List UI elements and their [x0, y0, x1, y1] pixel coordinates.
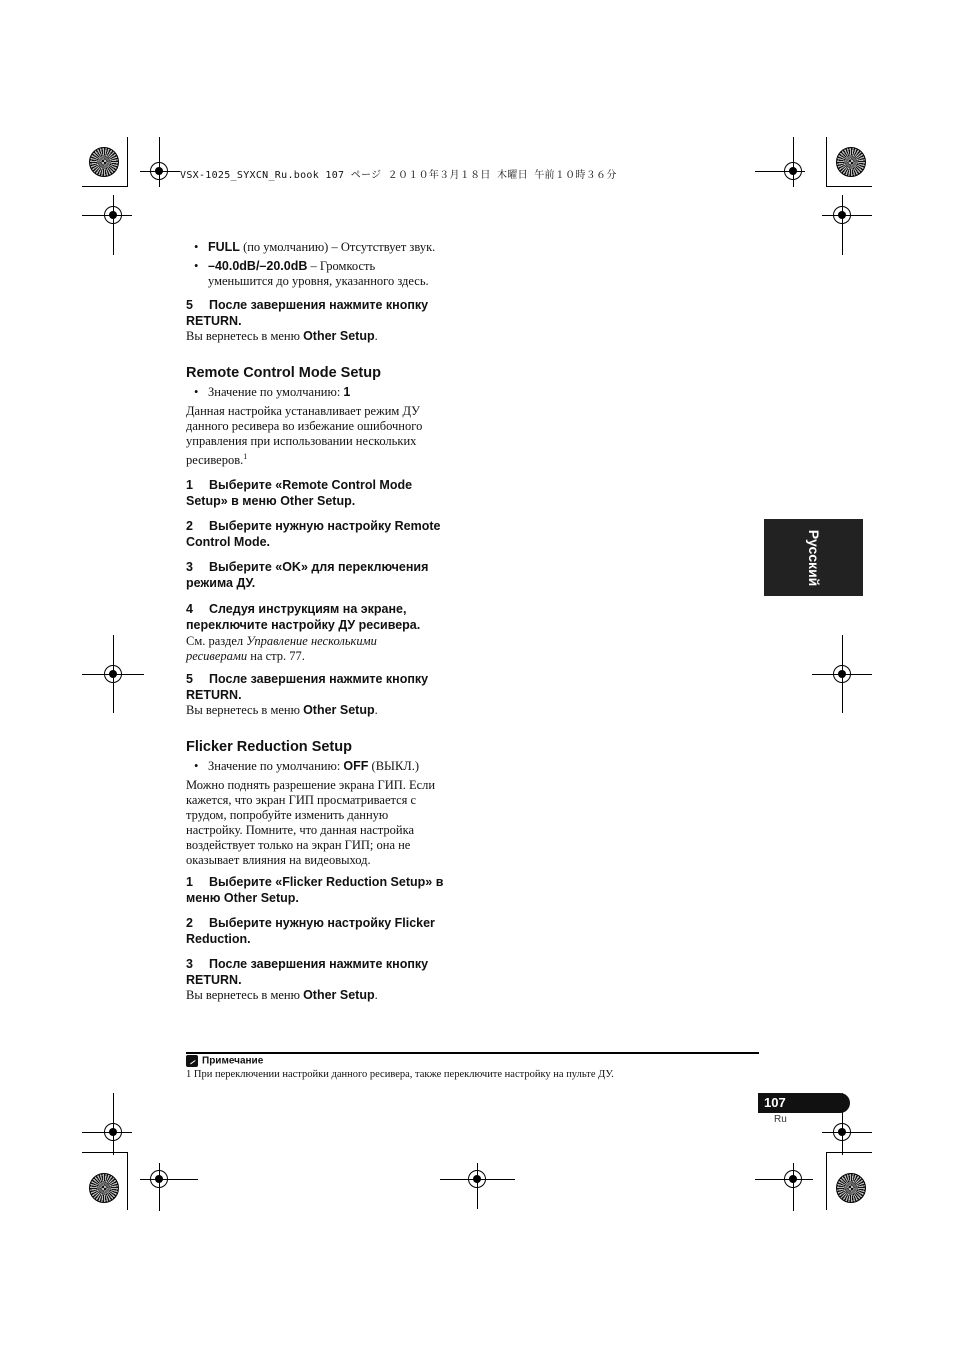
return-note-end: .	[374, 988, 378, 1002]
step-text: После завершения нажмите кнопку	[209, 298, 429, 312]
return-note	[186, 703, 461, 718]
step-text-cont: Setup» в меню Other Setup.	[186, 494, 356, 508]
step-text: После завершения нажмите кнопку	[209, 672, 429, 686]
crop-mark	[826, 186, 872, 187]
step-number: 2	[186, 519, 193, 533]
step-text-cont: RETURN.	[186, 688, 242, 702]
option-description-cont: уменьшится до уровня, указанного здесь.	[208, 274, 429, 288]
crop-mark	[826, 1152, 827, 1210]
step-text: Следуя инструкциям на экране,	[209, 602, 407, 616]
option-description: (по умолчанию) – Отсутствует звук.	[239, 240, 436, 254]
option-name: FULL	[208, 240, 240, 254]
crop-mark	[113, 1093, 114, 1155]
crop-mark	[826, 137, 827, 187]
footnote-marker: 1	[243, 452, 248, 461]
page-language-code: Ru	[774, 1114, 787, 1125]
note-heading	[186, 1055, 263, 1067]
step-number: 4	[186, 602, 193, 616]
page-number: 107	[764, 1095, 786, 1110]
menu-name: Other Setup	[303, 988, 375, 1002]
default-value-note: (ВЫКЛ.)	[368, 759, 420, 773]
language-tab-label: Русский	[805, 529, 822, 586]
step-return	[186, 297, 461, 329]
return-note-end: .	[374, 329, 378, 343]
default-value-flicker: • Значение по умолчанию: OFF (ВЫКЛ.)	[194, 759, 420, 773]
crop-mark	[440, 1179, 515, 1180]
footnote-text: 1 При переключении настройки данного ресивера, также переключите настройку на пульте ДУ.	[186, 1069, 614, 1080]
step-text-cont: переключите настройку ДУ ресивера.	[186, 618, 421, 632]
registration-rosette-icon	[836, 1173, 866, 1203]
default-value-remote: • Значение по умолчанию: 1	[194, 385, 351, 399]
crop-mark	[82, 1152, 128, 1153]
page-reference	[186, 634, 461, 664]
step-text: После завершения нажмите кнопку	[209, 957, 429, 971]
crop-mark	[822, 215, 872, 216]
return-note	[186, 329, 461, 344]
crop-mark	[82, 186, 128, 187]
crop-mark	[159, 1163, 160, 1211]
step-number: 3	[186, 560, 193, 574]
remote-step-4	[186, 601, 461, 633]
step-text: Выберите «Remote Control Mode	[209, 478, 413, 492]
crop-mark	[793, 1163, 794, 1211]
flicker-step-2	[186, 915, 461, 947]
default-value: 1	[343, 385, 351, 399]
return-note-text: Вы вернетесь в меню	[186, 988, 304, 1002]
description-line: воздействует только на экран ГИП; она не	[186, 838, 411, 852]
print-header: VSX-1025_SYXCN_Ru.book 107 ページ ２０１０年３月１８日 木曜日 午前１０時３６分	[180, 170, 617, 181]
step-text-cont: Reduction.	[186, 932, 251, 946]
reference-page: на стр. 77.	[247, 649, 305, 663]
crop-mark	[159, 137, 160, 187]
description-line: Можно поднять разрешение экрана ГИП. Если	[186, 778, 436, 792]
flicker-step-3	[186, 956, 461, 988]
description-remote	[186, 404, 461, 468]
bullet-db-levels: • –40.0dB/–20.0dB – Громкость уменьшится до уровня, указанного здесь.	[186, 259, 461, 289]
step-text-cont: Control Mode.	[186, 535, 271, 549]
return-note-text: Вы вернетесь в меню	[186, 703, 304, 717]
section-title-flicker: Flicker Reduction Setup	[186, 739, 352, 755]
return-note-text: Вы вернетесь в меню	[186, 329, 304, 343]
menu-name: Other Setup	[303, 329, 375, 343]
option-description: – Громкость	[307, 259, 376, 273]
description-line: трудом, попробуйте изменить данную	[186, 808, 389, 822]
crop-mark	[82, 1132, 132, 1133]
menu-name: Other Setup	[303, 703, 375, 717]
default-label: Значение по умолчанию:	[208, 385, 344, 399]
crop-mark	[793, 137, 794, 187]
registration-rosette-icon	[836, 147, 866, 177]
section-title-remote: Remote Control Mode Setup	[186, 365, 381, 381]
crop-mark	[826, 1152, 872, 1153]
description-line: данного ресивера во избежание ошибочного	[186, 419, 423, 433]
step-text: Выберите «OK» для переключения	[209, 560, 429, 574]
description-line: кажется, что экран ГИП просматривается с	[186, 793, 417, 807]
step-text: Выберите нужную настройку Remote	[209, 519, 441, 533]
footnote-divider	[186, 1052, 759, 1054]
crop-mark	[822, 1132, 872, 1133]
crop-mark	[113, 195, 114, 255]
step-text-cont: меню Other Setup.	[186, 891, 299, 905]
registration-rosette-icon	[89, 147, 119, 177]
crop-mark	[842, 195, 843, 255]
crop-mark	[755, 171, 805, 172]
description-line: оказывает влияния на видеовыход.	[186, 853, 371, 867]
remote-step-3	[186, 559, 461, 591]
step-text: Выберите нужную настройку Flicker	[209, 916, 435, 930]
default-value: OFF	[343, 759, 369, 773]
note-label: Примечание	[202, 1055, 264, 1067]
step-text: Выберите «Flicker Reduction Setup» в	[209, 875, 444, 889]
crop-mark	[127, 1152, 128, 1210]
step-number: 5	[186, 672, 193, 686]
option-name: –40.0dB/–20.0dB	[208, 259, 308, 273]
return-note	[186, 988, 461, 1003]
remote-step-2	[186, 518, 461, 550]
crop-mark	[127, 137, 128, 187]
return-note-end: .	[374, 703, 378, 717]
crop-mark	[140, 1179, 198, 1180]
description-flicker	[186, 778, 466, 868]
reference-title: Управление несколькими	[246, 634, 377, 648]
step-number: 1	[186, 478, 193, 492]
description-line: управления при использовании нескольких	[186, 434, 417, 448]
remote-step-1	[186, 477, 461, 509]
reference-title-cont: ресиверами	[186, 649, 248, 663]
bullet-full: • FULL (по умолчанию) – Отсутствует звук.	[194, 240, 436, 254]
step-number: 2	[186, 916, 193, 930]
step-text-cont: RETURN.	[186, 973, 242, 987]
step-number: 1	[186, 875, 193, 889]
description-line: ресиверов.	[186, 453, 244, 468]
step-number: 5	[186, 298, 193, 312]
crop-mark	[82, 674, 144, 675]
flicker-step-1	[186, 874, 466, 906]
description-line: настройку. Помните, что данная настройка	[186, 823, 415, 837]
step-text-cont: режима ДУ.	[186, 576, 256, 590]
registration-rosette-icon	[89, 1173, 119, 1203]
remote-step-5	[186, 671, 461, 703]
crop-mark	[812, 674, 872, 675]
page-number-badge	[758, 1093, 850, 1113]
note-icon	[186, 1055, 198, 1067]
reference-prefix: См. раздел	[186, 634, 247, 648]
step-number: 3	[186, 957, 193, 971]
crop-mark	[140, 171, 180, 172]
description-line: Данная настройка устанавливает режим ДУ	[186, 404, 420, 418]
step-text-cont: RETURN.	[186, 314, 242, 328]
language-tab	[764, 519, 863, 596]
default-label: Значение по умолчанию:	[208, 759, 344, 773]
crop-mark	[755, 1179, 813, 1180]
crop-mark	[477, 1163, 478, 1209]
crop-mark	[82, 215, 132, 216]
